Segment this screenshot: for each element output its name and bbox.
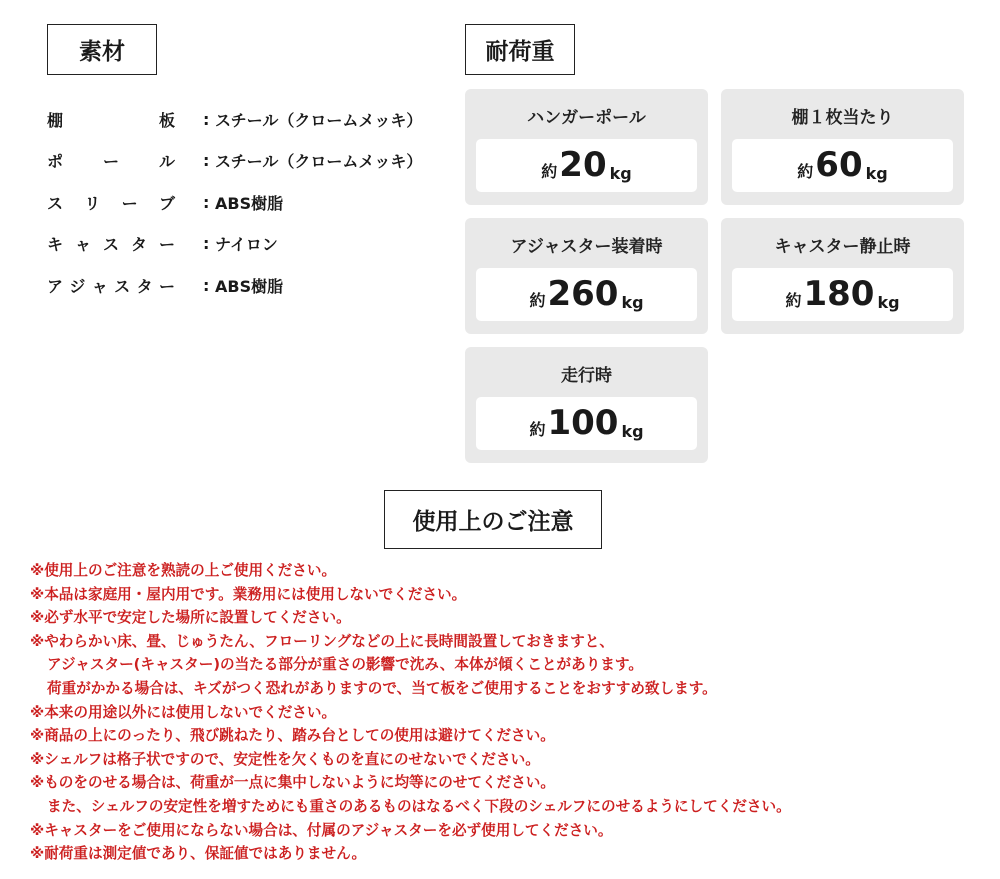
caution-notes xyxy=(30,559,990,866)
material-label xyxy=(47,232,175,255)
material-label xyxy=(47,274,175,297)
materials-heading: 素材 xyxy=(47,24,157,75)
load-card-label: ハンガーポール xyxy=(527,108,646,128)
load-card-label: アジャスター装着時 xyxy=(510,237,663,257)
load-card-value-box xyxy=(732,268,953,321)
material-colon: : xyxy=(203,233,210,253)
material-row xyxy=(47,231,278,255)
load-capacity-heading: 耐荷重 xyxy=(465,24,575,75)
material-label-char: 板 xyxy=(158,110,175,130)
load-value: 100 xyxy=(547,403,619,443)
material-value: ナイロン xyxy=(215,234,278,254)
material-label-char: タ xyxy=(136,276,153,296)
material-value: ABS樹脂 xyxy=(215,276,284,296)
load-card-value-box xyxy=(476,268,697,321)
load-card xyxy=(465,89,708,205)
load-card xyxy=(465,218,708,334)
material-colon: : xyxy=(203,150,210,170)
material-label-char: ー xyxy=(102,151,119,171)
material-label xyxy=(47,108,175,131)
material-label-char: ポ xyxy=(47,151,64,171)
caution-line: ※使用上のご注意を熟読の上ご使用ください。 xyxy=(30,562,337,579)
caution-line: ※商品の上にのったり、飛び跳ねたり、踏み台としての使用は避けてください。 xyxy=(30,727,555,745)
material-label-char: ス xyxy=(102,234,119,254)
caution-line: ※本品は家庭用・屋内用です。業務用には使用しないでください。 xyxy=(30,585,467,603)
load-prefix: 約 xyxy=(541,162,558,181)
material-label-char: ル xyxy=(158,151,175,171)
material-label-char: ス xyxy=(47,193,64,213)
material-row xyxy=(47,148,422,172)
load-prefix: 約 xyxy=(529,291,546,310)
material-label-char: キ xyxy=(47,234,64,254)
material-colon: : xyxy=(203,275,210,295)
load-value: 180 xyxy=(803,274,875,314)
material-label-char: リ xyxy=(84,193,101,213)
material-value: スチール（クロームメッキ） xyxy=(215,151,423,171)
material-label xyxy=(47,149,175,172)
material-value: ABS樹脂 xyxy=(215,193,284,213)
load-card-label: 走行時 xyxy=(561,366,612,386)
caution-line: また、シェルフの安定性を増すためにも重さのあるものはなるべく下段のシェルフにのせるようにしてください。 xyxy=(47,797,791,815)
load-unit: kg xyxy=(609,164,632,183)
material-row xyxy=(47,273,283,297)
load-card xyxy=(721,89,964,205)
material-label-char: ャ xyxy=(74,234,91,254)
material-row xyxy=(47,107,422,131)
load-prefix: 約 xyxy=(797,162,814,181)
load-value: 260 xyxy=(547,274,619,314)
material-label-char: ー xyxy=(158,276,175,296)
material-label-char: ブ xyxy=(158,193,175,213)
caution-line: ※必ず水平で安定した場所に設置してください。 xyxy=(30,609,351,627)
material-colon: : xyxy=(203,109,210,129)
load-card-value-box xyxy=(476,397,697,450)
caution-line: ※耐荷重は測定値であり、保証値ではありません。 xyxy=(30,845,367,863)
load-unit: kg xyxy=(865,164,888,183)
material-label-char: ジ xyxy=(69,276,86,296)
caution-line: ※キャスターをご使用にならない場合は、付属のアジャスターを必ず使用してください。 xyxy=(30,821,613,839)
caution-line: ※シェルフは格子状ですので、安定性を欠くものを直にのせないでください。 xyxy=(30,750,540,768)
material-label-char: ー xyxy=(121,193,138,213)
material-row xyxy=(47,190,283,214)
load-card xyxy=(721,218,964,334)
caution-line: アジャスター(キャスター)の当たる部分が重さの影響で沈み、本体が傾くことがあります。 xyxy=(47,656,643,674)
material-label-char: ャ xyxy=(91,276,108,296)
load-unit: kg xyxy=(877,293,900,312)
material-label-char: ス xyxy=(114,276,131,296)
caution-line: 荷重がかかる場合は、キズがつく恐れがありますので、当て板をご使用することをおすすめ致します。 xyxy=(47,679,717,697)
load-prefix: 約 xyxy=(529,420,546,439)
load-unit: kg xyxy=(621,422,644,441)
caution-line: ※やわらかい床、畳、じゅうたん、フローリングなどの上に長時間設置しておきますと、 xyxy=(30,632,614,650)
load-card-label: キャスター静止時 xyxy=(774,237,911,257)
material-label-char: ア xyxy=(47,276,64,296)
caution-heading: 使用上のご注意 xyxy=(384,490,602,549)
load-unit: kg xyxy=(621,293,644,312)
material-label-char: タ xyxy=(130,234,147,254)
load-card-value-box xyxy=(732,139,953,192)
caution-line: ※ものをのせる場合は、荷重が一点に集中しないように均等にのせてください。 xyxy=(30,774,555,792)
material-value: スチール（クロームメッキ） xyxy=(215,110,423,130)
load-card-label: 棚１枚当たり xyxy=(791,108,894,128)
load-card-value-box xyxy=(476,139,697,192)
load-value: 20 xyxy=(559,145,607,185)
material-label-char: 棚 xyxy=(47,110,64,130)
load-value: 60 xyxy=(815,145,863,185)
caution-line: ※本来の用途以外には使用しないでください。 xyxy=(30,703,337,721)
load-card xyxy=(465,347,708,463)
load-prefix: 約 xyxy=(785,291,802,310)
material-colon: : xyxy=(203,192,210,212)
material-label-char: ー xyxy=(158,234,175,254)
material-label xyxy=(47,191,175,214)
